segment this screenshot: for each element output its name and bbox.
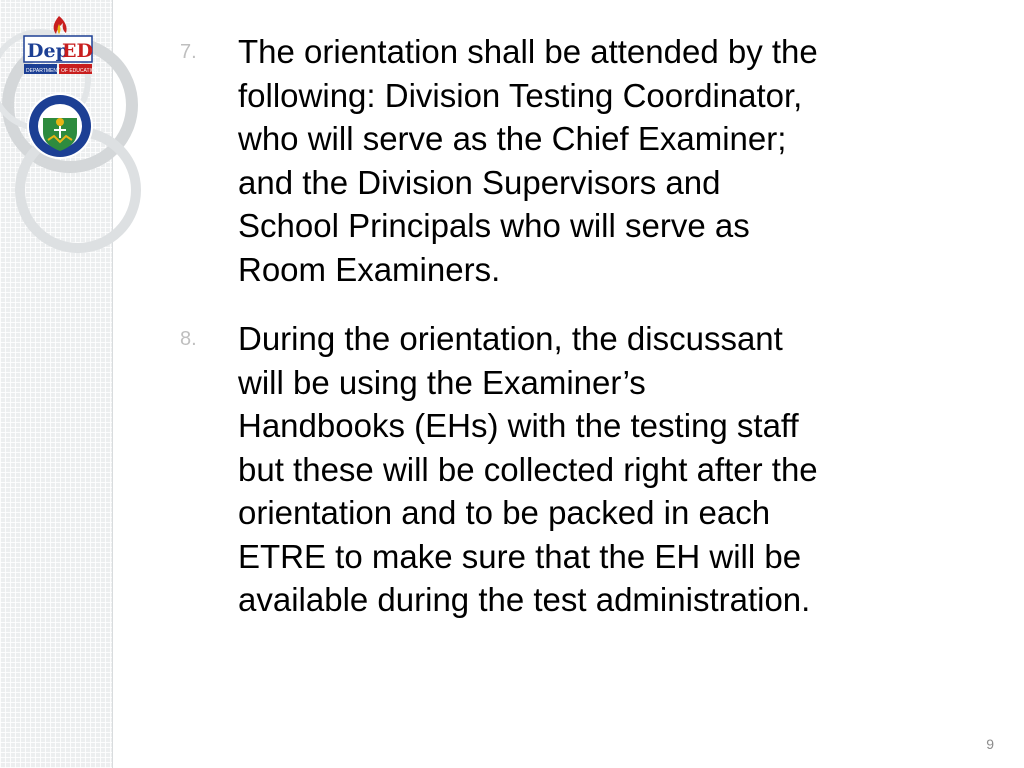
- list-item-line: and the Division Supervisors and: [238, 163, 721, 201]
- svg-text:Dep: Dep: [27, 40, 69, 62]
- list-item-line: ETRE to make sure that the EH will be: [238, 537, 802, 575]
- list-item-line: available during the test administration.: [238, 581, 811, 618]
- list-item-line: The orientation shall be attended by the: [238, 33, 818, 70]
- list-item-line: following: Division Testing Coordinator,: [238, 76, 803, 114]
- list-item-line: but these will be collected right after the: [238, 450, 818, 488]
- svg-text:OF EDUCATION: OF EDUCATION: [61, 68, 99, 74]
- sidebar-decoration: [0, 0, 113, 768]
- list-item: [180, 30, 1000, 291]
- list-item-line: orientation and to be packed in each: [238, 494, 771, 531]
- svg-text:ED: ED: [62, 40, 93, 62]
- list-item-line: School Principals who will serve as: [238, 207, 750, 244]
- deped-seal-icon: [26, 92, 94, 160]
- svg-text:DEPARTMENT: DEPARTMENT: [26, 68, 60, 74]
- page-number: 9: [986, 736, 994, 752]
- list-item-number: 8.: [180, 328, 197, 350]
- list-item-line: who will serve as the Chief Examiner;: [238, 120, 787, 157]
- list-item: [180, 317, 1000, 622]
- list-item-line: will be using the Examiner’s: [238, 363, 646, 401]
- list-item-line: Room Examiners.: [238, 250, 501, 288]
- list-item-line: Handbooks (EHs) with the testing staff: [238, 407, 799, 444]
- slide-content: [180, 30, 1000, 622]
- list-item-number: 7.: [180, 41, 197, 63]
- deped-logo: [22, 14, 99, 78]
- list-item-line: During the orientation, the discussant: [238, 320, 783, 357]
